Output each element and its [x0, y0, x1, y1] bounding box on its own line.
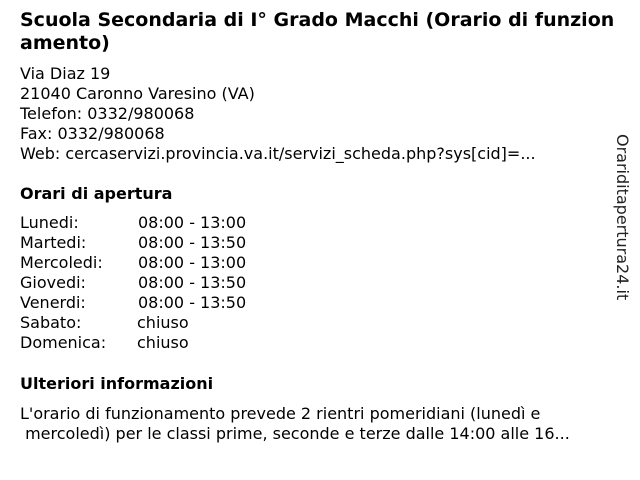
day-label: Martedi: — [20, 233, 87, 252]
additional-info-heading: Ulteriori informazioni — [20, 374, 214, 393]
time-value: 08:00 - 13:50 — [138, 233, 247, 252]
additional-info-text — [20, 404, 625, 444]
time-value: 08:00 - 13:50 — [138, 273, 247, 292]
day-label: Lunedi: — [20, 213, 79, 232]
additional-info-line: L'orario di funzionamento prevede 2 rientri pomeridiani (lunedì e — [20, 404, 541, 423]
day-label: Mercoledi: — [20, 253, 103, 272]
website-link[interactable]: Web: cercaservizi.provincia.va.it/servizi_scheda.php?sys[cid]=... — [20, 144, 536, 163]
day-label: Venerdi: — [20, 293, 86, 312]
time-value: 08:00 - 13:00 — [138, 253, 247, 272]
day-label: Domenica: — [20, 333, 107, 352]
time-value: 08:00 - 13:50 — [138, 293, 247, 312]
opening-hours-heading: Orari di apertura — [20, 184, 173, 203]
time-value: chiuso — [137, 333, 189, 352]
fax-number: Fax: 0332/980068 — [20, 124, 165, 143]
day-label: Giovedi: — [20, 273, 86, 292]
page-title: Scuola Secondaria di I° Grado Macchi (Orario di funzionamento) — [20, 9, 615, 54]
time-value: 08:00 - 13:00 — [138, 213, 247, 232]
site-watermark: Orariditapertura24.it — [613, 134, 632, 301]
additional-info-line: mercoledì) per le classi prime, seconde e terze dalle 14:00 alle 16... — [20, 424, 570, 443]
time-value: chiuso — [137, 313, 189, 332]
address-block — [20, 64, 536, 164]
street-address: Via Diaz 19 — [20, 64, 111, 83]
city-address: 21040 Caronno Varesino (VA) — [20, 84, 255, 103]
phone-number: Telefon: 0332/980068 — [20, 104, 195, 123]
day-label: Sabato: — [20, 313, 82, 332]
